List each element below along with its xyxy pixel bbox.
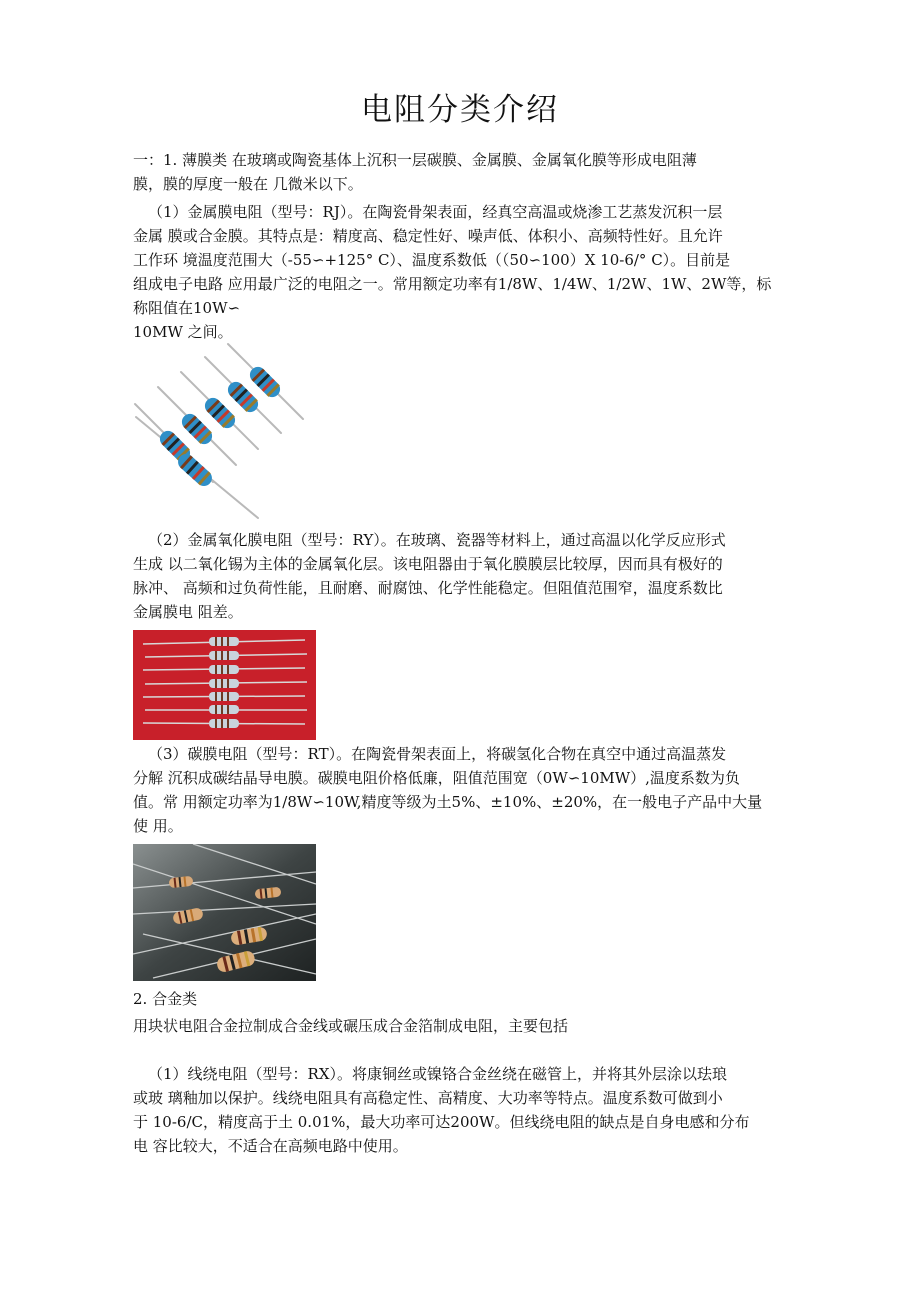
text-line: 称阻值在10W∽ xyxy=(133,299,241,317)
text-line: （3）碳膜电阻（型号：RT）。在陶瓷骨架表面上，将碳氢化合物在真空中通过高温蒸发 xyxy=(148,745,727,763)
rt-paragraph xyxy=(133,742,788,838)
text-line: 或玻 璃釉加以保护。线绕电阻具有高稳定性、高精度、大功率等特点。温度系数可做到小 xyxy=(133,1089,723,1107)
carbon-film-resistor-photo xyxy=(133,844,316,981)
text-line: （2）金属氧化膜电阻（型号：RY）。在玻璃、瓷器等材料上，通过高温以化学反应形式 xyxy=(148,531,726,549)
text-line: 金属膜电 阻差。 xyxy=(133,603,243,621)
rx-paragraph xyxy=(133,1062,788,1158)
text-line: 使 用。 xyxy=(133,817,183,835)
section2-heading xyxy=(133,987,788,1011)
metal-oxide-resistor-photo xyxy=(133,630,316,740)
text-line: 膜，膜的厚度一般在 几微米以下。 xyxy=(133,175,363,193)
text-line: 于 10-6/C，精度高于土 0.01%，最大功率可达200W。但线绕电阻的缺点是自身电感和分布 xyxy=(133,1113,750,1131)
text-line: 分解 沉积成碳结晶导电膜。碳膜电阻价格低廉，阻值范围宽（0W∽10MW）,温度系数为负 xyxy=(133,769,740,787)
text-line: 工作环 境温度范围大（-55∽+125° C）、温度系数低（（50∽100）X 10-6/° C）。目前是 xyxy=(133,251,731,269)
section2-intro xyxy=(133,1014,788,1038)
page-title: 电阻分类介绍 xyxy=(361,92,559,128)
metal-film-resistor-photo xyxy=(133,342,309,520)
text-line: 电 容比较大，不适合在高频电路中使用。 xyxy=(133,1137,408,1155)
section1-paragraph xyxy=(133,148,788,196)
rj-paragraph xyxy=(133,200,788,344)
text-line: 金属 膜或合金膜。其特点是：精度高、稳定性好、噪声低、体积小、高频特性好。且允许 xyxy=(133,227,723,245)
text-line: 用块状电阻合金拉制成合金线或碾压成合金箔制成电阻，主要包括 xyxy=(133,1017,569,1035)
ry-paragraph xyxy=(133,528,788,624)
text-line: 组成电子电路 应用最广泛的电阻之一。常用额定功率有1/8W、1/4W、1/2W、1W、2W等，标 xyxy=(133,275,772,293)
text-line: （1）金属膜电阻（型号：RJ）。在陶瓷骨架表面，经真空高温或烧渗工艺蒸发沉积一层 xyxy=(148,203,723,221)
text-line: 一：1. 薄膜类 在玻璃或陶瓷基体上沉积一层碳膜、金属膜、金属氧化膜等形成电阻薄 xyxy=(133,151,697,169)
text-line: 生成 以二氧化锡为主体的金属氧化层。该电阻器由于氧化膜膜层比较厚，因而具有极好的 xyxy=(133,555,723,573)
text-line: 2. 合金类 xyxy=(133,990,198,1008)
text-line: 10MW 之间。 xyxy=(133,323,233,341)
text-line: 值。常 用额定功率为1/8W∽10W,精度等级为土5%、±10%、±20%，在一般电子产品中大量 xyxy=(133,793,763,811)
text-line: （1）线绕电阻（型号：RX）。将康铜丝或镍铬合金丝绕在磁管上，并将其外层涂以珐琅 xyxy=(148,1065,728,1083)
text-line: 脉冲、 高频和过负荷性能，且耐磨、耐腐蚀、化学性能稳定。但阻值范围窄，温度系数比 xyxy=(133,579,723,597)
